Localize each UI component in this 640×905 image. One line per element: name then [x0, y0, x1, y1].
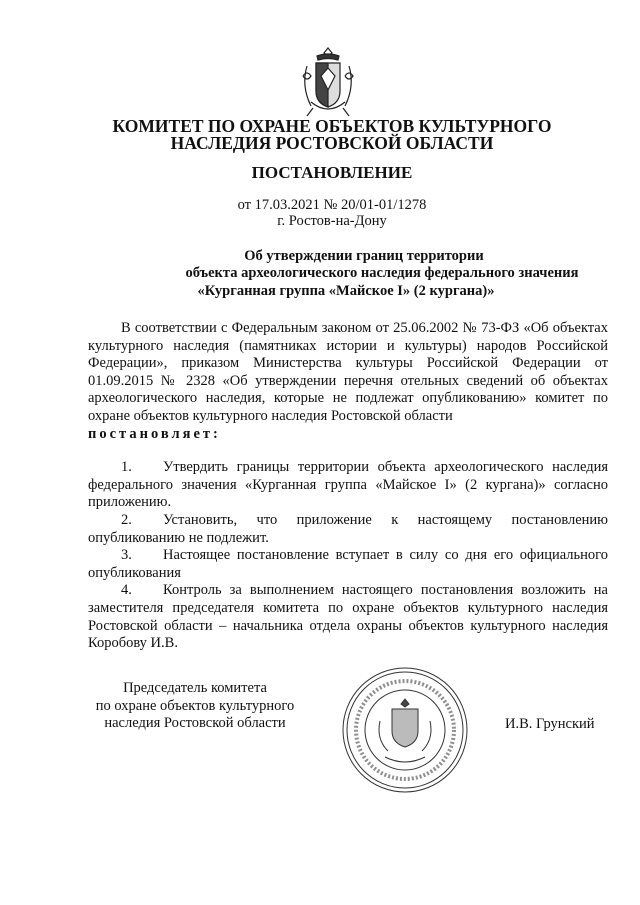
signatory-line2: по охране объектов культурного — [95, 697, 295, 714]
item-number: 3. — [121, 547, 132, 564]
item-text: Утвердить границы территории объекта археологического наследия федерального значения «Курганная группа «Майское I» (2 кургана)» согласно приложению. — [88, 459, 608, 511]
preamble-text: В соответствии с Федеральным законом от 25.06.2002 № 73-ФЗ «Об объектах культурного наследия (памятниках истории и культуры) народов Российской Федерации», приказом Министерства культуры Российской Федерации от 01.09.2015 № 2328 «Об утверждении перечня отельных сведений об объектах археологического наследия, которые не подлежат опубликованию» комитет по охране объектов культурного наследия Ростовской области — [88, 320, 608, 424]
list-item — [88, 582, 608, 652]
title-line2: объекта археологического наследия федерального значения — [185, 265, 579, 281]
date-number: от 17.03.2021 № 20/01-01/1278 — [237, 197, 427, 213]
official-seal-stamp — [340, 665, 470, 795]
list-item — [88, 547, 608, 582]
list-item — [88, 512, 608, 547]
title-line3: «Курганная группа «Майское I» (2 кургана)» — [197, 283, 495, 299]
item-number: 4. — [121, 582, 132, 599]
document-body — [88, 320, 608, 653]
city: г. Ростов-на-Дону — [277, 213, 387, 229]
preamble — [88, 320, 608, 443]
list-item — [88, 459, 608, 512]
item-text: Настоящее постановление вступает в силу со дня его официального опубликования — [88, 547, 608, 581]
signatory-line1: Председатель комитета — [123, 680, 267, 696]
org-name-line2: НАСЛЕДИЯ РОСТОВСКОЙ ОБЛАСТИ — [170, 133, 494, 153]
resolves-word: постановляет: — [88, 425, 221, 442]
item-text: Контроль за выполнением настоящего постановления возложить на заместителя председателя комитета по охране объектов культурного наследия Ростовской области – начальника отдела охраны объектов культурного наследия Коробову И.В. — [88, 582, 608, 652]
signer-name: И.В. Грунский — [505, 716, 595, 732]
signatory-line3: наследия Ростовской области — [104, 715, 286, 731]
item-number: 1. — [121, 459, 132, 476]
coat-of-arms-emblem — [299, 46, 357, 118]
item-number: 2. — [121, 511, 132, 528]
title-line1: Об утверждении границ территории — [244, 248, 484, 264]
item-text: Установить, что приложение к настоящему постановлению опубликованию не подлежит. — [88, 511, 608, 546]
signatory-title — [90, 680, 300, 733]
org-name-line1: КОМИТЕТ ПО ОХРАНЕ ОБЪЕКТОВ КУЛЬТУРНОГО — [112, 116, 552, 136]
document-type: ПОСТАНОВЛЕНИЕ — [251, 163, 413, 182]
